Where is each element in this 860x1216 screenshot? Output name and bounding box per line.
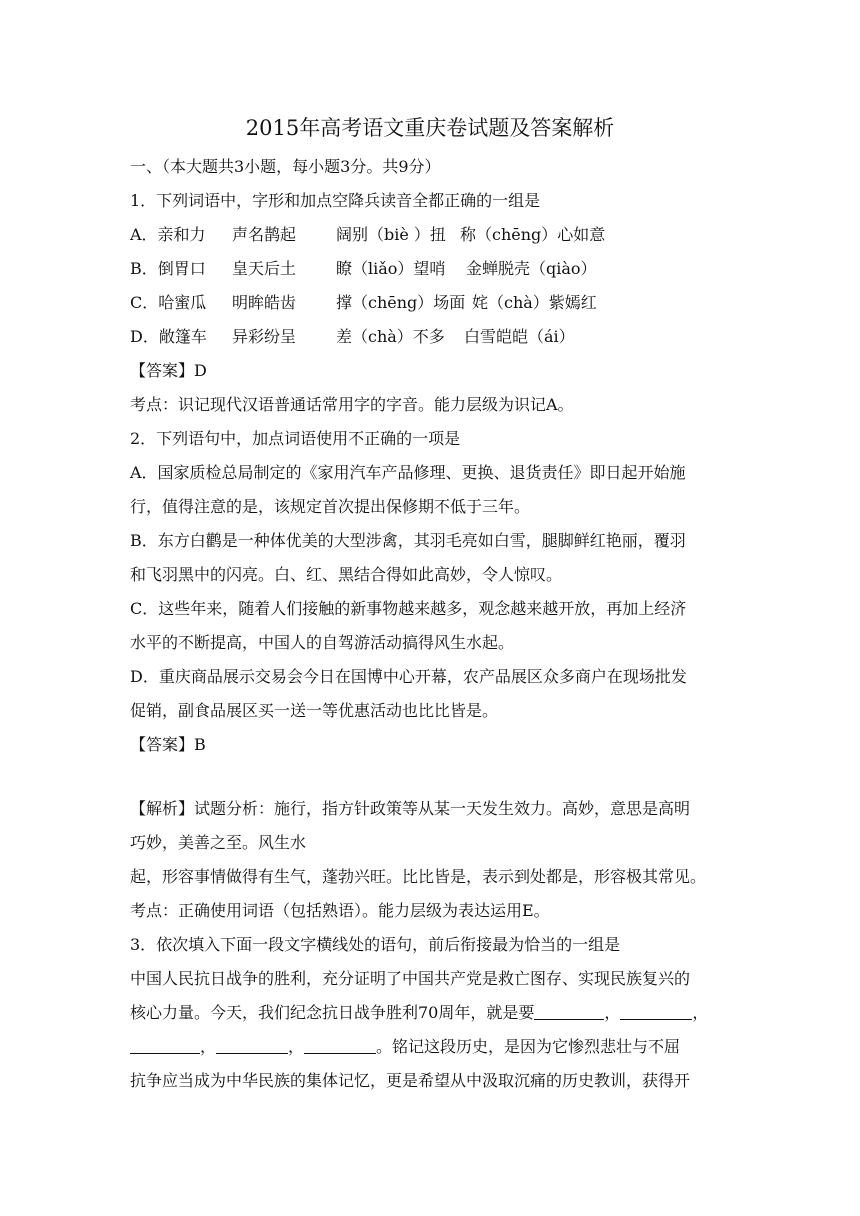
question-1-point: 考点：识记现代汉语普通话常用字的字音。能力层级为识记A。 (130, 395, 574, 414)
blank-separator: ， (692, 1003, 709, 1022)
question-1-option-c (130, 292, 597, 314)
question-2-analysis: 【解析】试题分析：施行，指方针政策等从某一天发生效力。高妙，意思是高明 (130, 799, 691, 818)
fill-blank-2[interactable] (620, 1003, 692, 1020)
fill-blank-3[interactable] (130, 1037, 200, 1054)
option-a-word-2: 声名鹊起 (232, 225, 297, 244)
question-1-answer: 【答案】D (130, 361, 207, 380)
option-b-word-3: 瞭（liǎo）望哨 (336, 259, 446, 278)
blank-separator: ， (604, 1003, 621, 1022)
question-3-passage (130, 1036, 680, 1058)
blank-separator: ， (200, 1037, 217, 1056)
option-d-word-4: 白雪皑皑（ái） (464, 327, 575, 346)
option-d-word-3: 差（chà）不多 (336, 327, 445, 346)
question-2-line: 促销，副食品展区买一送一等优惠活动也比比皆是。 (130, 701, 499, 720)
question-2-line: A．国家质检总局制定的《家用汽车产品修理、更换、退货责任》即日起开始施 (130, 463, 686, 482)
fill-blank-5[interactable] (304, 1037, 376, 1054)
option-c-word-2: 明眸皓齿 (232, 293, 297, 312)
option-a-word-4: 称（chēng）心如意 (460, 225, 606, 244)
question-2-analysis: 巧妙，美善之至。风生水 (130, 833, 307, 852)
question-3-passage: 中国人民抗日战争的胜利，充分证明了中国共产党是救亡图存、实现民族复兴的 (130, 969, 691, 988)
option-d-word-2: 异彩纷呈 (232, 327, 297, 346)
question-1-option-a (130, 224, 605, 246)
question-2-answer: 【答案】B (130, 735, 206, 754)
question-2-line: B．东方白鹳是一种体优美的大型涉禽，其羽毛亮如白雪，腿脚鲜红艳丽，覆羽 (130, 531, 686, 550)
option-a-word-3: 阔别（biè ）扭 (336, 225, 446, 244)
question-3-stem: 3．依次填入下面一段文字横线处的语句，前后衔接最为恰当的一组是 (130, 935, 621, 954)
question-1-option-d (130, 326, 575, 348)
question-2-stem: 2．下列语句中，加点词语使用不正确的一项是 (130, 429, 461, 448)
question-2-analysis: 起，形容事情做得有生气，蓬勃兴旺。比比皆是，表示到处都是，形容极其常见。 (130, 867, 707, 886)
option-b-word-2: 皇天后土 (232, 259, 297, 278)
option-c-word-1: C．哈蜜瓜 (130, 293, 207, 312)
option-b-word-1: B．倒胃口 (130, 259, 206, 278)
passage-text: 核心力量。今天，我们纪念抗日战争胜利70周年，就是要 (130, 1003, 535, 1022)
blank-separator: ， (288, 1037, 305, 1056)
option-d-word-1: D．敞篷车 (130, 327, 207, 346)
question-2-line: 行，值得注意的是，该规定首次提出保修期不低于三年。 (130, 497, 531, 516)
question-2-line: D．重庆商品展示交易会今日在国博中心开幕，农产品展区众多商户在现场批发 (130, 667, 687, 686)
fill-blank-1[interactable] (534, 1003, 604, 1020)
question-3-passage (130, 1002, 708, 1024)
passage-text: 。铭记这段历史，是因为它惨烈悲壮与不屈 (376, 1037, 681, 1056)
question-3-passage: 抗争应当成为中华民族的集体记忆，更是希望从中汲取沉痛的历史教训，获得开 (130, 1071, 691, 1090)
option-a-word-1: A．亲和力 (130, 225, 206, 244)
question-2-line: 和飞羽黑中的闪亮。白、红、黑结合得如此高妙，令人惊叹。 (130, 565, 563, 584)
section-heading: 一、（本大题共3小题，每小题3分。共9分） (130, 157, 441, 176)
question-1-option-b (130, 258, 597, 280)
option-b-word-4: 金蝉脱壳（qiào） (466, 259, 597, 278)
question-2-point: 考点：正确使用词语（包括熟语）。能力层级为表达运用E。 (130, 901, 550, 920)
question-2-line: 水平的不断提高，中国人的自驾游活动搞得风生水起。 (130, 633, 515, 652)
fill-blank-4[interactable] (216, 1037, 288, 1054)
option-c-word-3: 撑（chēng）场面 (336, 293, 466, 312)
question-2-line: C．这些年来，随着人们接触的新事物越来越多，观念越来越开放，再加上经济 (130, 599, 687, 618)
option-c-word-4: 姹（chà）紫嫣红 (472, 293, 597, 312)
document-title: 2015年高考语文重庆卷试题及答案解析 (245, 116, 615, 140)
question-1-stem: 1．下列词语中，字形和加点空降兵读音全都正确的一组是 (130, 191, 541, 210)
